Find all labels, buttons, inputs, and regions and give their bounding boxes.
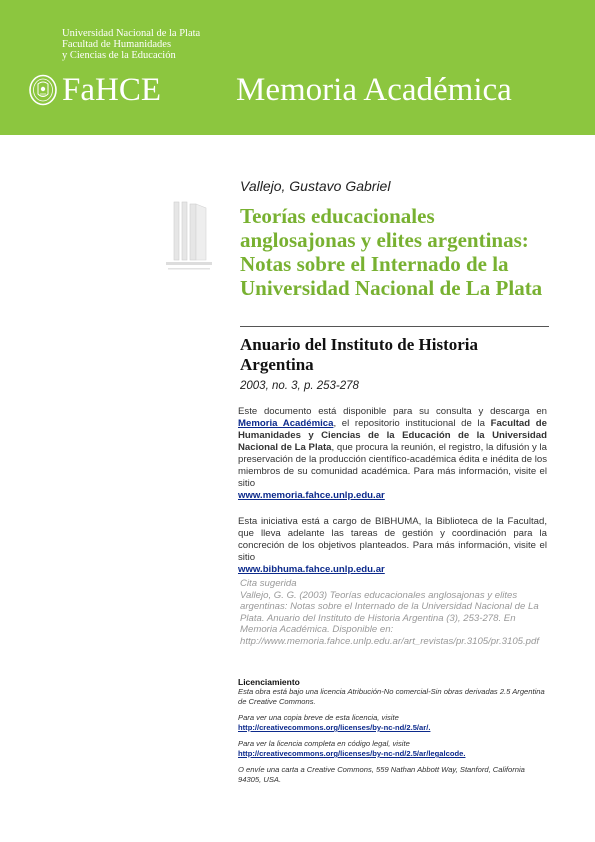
- header-banner: [0, 0, 595, 135]
- fahce-logo: FaHCE: [62, 72, 161, 108]
- license-short-note: Para ver una copia breve de esta licencia, visite: [238, 713, 399, 722]
- memoria-url-link[interactable]: www.memoria.fahce.unlp.edu.ar: [238, 490, 385, 501]
- license-full-link[interactable]: http://creativecommons.org/licenses/by-nc-nd/2.5/ar/legalcode.: [238, 749, 466, 758]
- divider: [240, 326, 549, 327]
- university-name: [62, 28, 200, 61]
- citation-label: Cita sugerida: [240, 578, 297, 589]
- license-mail-note: O envíe una carta a Creative Commons, 559 Nathan Abbott Way, Stanford, California 94305, USA.: [238, 765, 525, 784]
- faculty-name: Facultad de Humanidades y Ciencias de la Educación de la Universidad Nacional de La Plata: [238, 418, 547, 453]
- memoria-academica-link[interactable]: Memoria Académica: [238, 418, 334, 429]
- university-line: Universidad Nacional de la Plata: [62, 28, 201, 39]
- faculty-line-2: y Ciencias de la Educación: [62, 50, 176, 61]
- suggested-citation: [240, 578, 545, 647]
- library-books-icon: [160, 196, 220, 276]
- issue-details: 2003, no. 3, p. 253-278: [240, 380, 359, 392]
- citation-text: Vallejo, G. G. (2003) Teorías educacionales anglosajonas y elites argentinas: Notas sobre el Internado de la Universidad Nacional de La Plata. Anuario del Instituto de Historia Argentina (3), 253-278. En Memoria Académica. Disponible en: http://www.memoria.fahce.unlp.edu.ar/art_revistas/pr.3105/pr.3105.pdf: [240, 589, 539, 647]
- bibhuma-url-link[interactable]: www.bibhuma.fahce.unlp.edu.ar: [238, 564, 385, 575]
- university-seal-icon: [28, 74, 58, 106]
- faculty-line: Facultad de Humanidades: [62, 39, 172, 50]
- license-heading: Licenciamiento: [238, 677, 300, 687]
- author: Vallejo, Gustavo Gabriel: [240, 178, 391, 194]
- license-statement: Esta obra está bajo una licencia Atribución-No comercial-Sin obras derivadas 2.5 Argentina de Creative Commons.: [238, 687, 545, 706]
- availability-paragraph: Este documento está disponible para su consulta y descarga en Memoria Académica, el repositorio institucional de la Facultad de Humanidades y Ciencias de la Educación de la Universidad Nacional de La Plata, que procura la reunión, el registro, la difusión y la preservación de la producción científico-académica édita e inédita de los miembros de su comunidad académica. Para más información, visite el sitio www.memoria.fahce.unlp.edu.ar: [238, 406, 547, 501]
- license-short-link[interactable]: http://creativecommons.org/licenses/by-nc-nd/2.5/ar/.: [238, 723, 431, 732]
- document-title: Teorías educacionales anglosajonas y elites argentinas: Notas sobre el Internado de la Universidad Nacional de La Plata: [240, 204, 543, 300]
- license-full-note: Para ver la licencia completa en código legal, visite: [238, 739, 410, 748]
- license-section: [238, 677, 548, 785]
- initiative-paragraph: Esta iniciativa está a cargo de BIBHUMA, la Biblioteca de la Facultad, que lleva adelante las tareas de gestión y coordinación para la concreción de los objetivos planteados. Para más información, visite el sitio www.bibhuma.fahce.unlp.edu.ar: [238, 516, 547, 575]
- journal-name: Anuario del Instituto de Historia Argentina: [240, 335, 479, 374]
- repository-name: Memoria Académica: [236, 72, 512, 108]
